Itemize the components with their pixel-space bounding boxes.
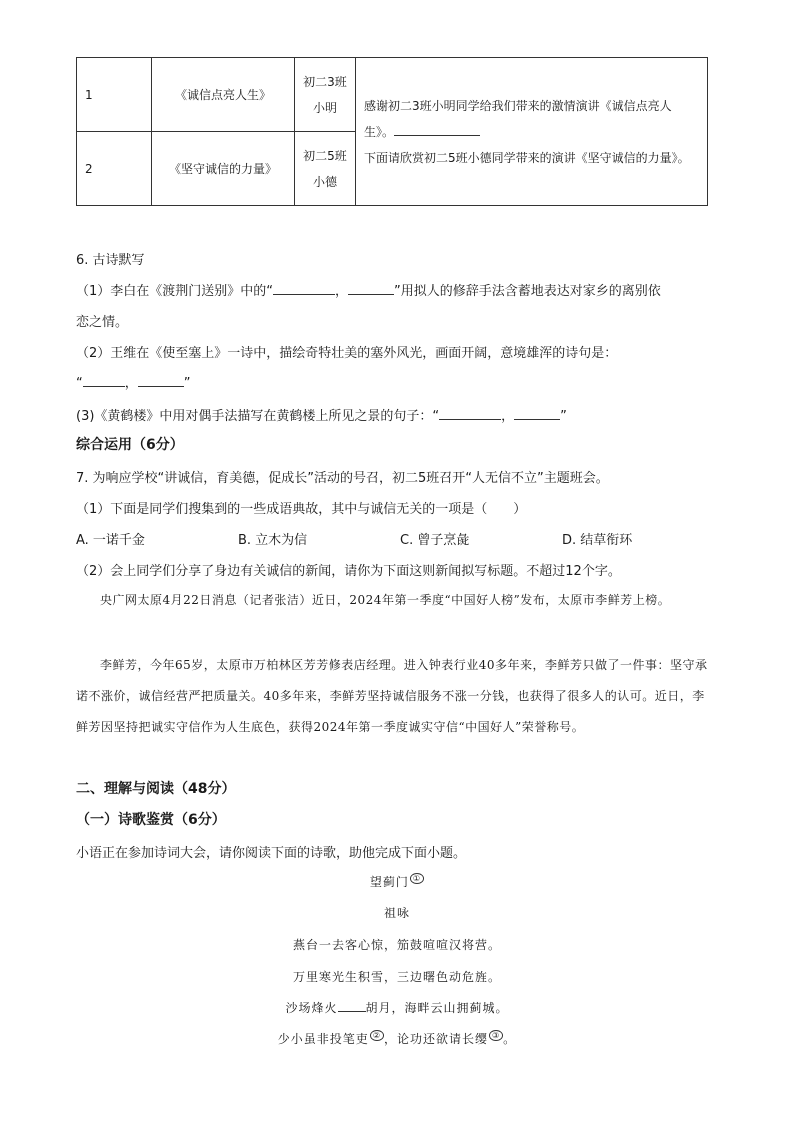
- option-b[interactable]: B. 立木为信: [238, 533, 308, 548]
- presenter: 初二5班小德: [295, 132, 356, 206]
- option-a[interactable]: A. 一诺千金: [76, 533, 145, 548]
- host-script: [356, 58, 708, 206]
- q6-item3: (3)《黄鹤楼》中用对偶手法描写在黄鹤楼上所见之景的句子：“ ， ”: [76, 409, 567, 424]
- news-paragraph-1: 央广网太原4月22日消息（记者张洁）近日，2024年第一季度“中国好人榜”发布，太原市李鲜芳上榜。: [100, 593, 671, 607]
- table-row: [77, 58, 708, 132]
- footnote-marker: ①: [410, 873, 424, 884]
- answer-blank[interactable]: [338, 999, 366, 1012]
- section-heading-zonghe: 综合运用（6分）: [76, 437, 184, 453]
- poem-line-1: 燕台一去客心惊，笳鼓喧喧汉将营。: [292, 938, 501, 952]
- q6-item2-blanks: “ ， ”: [76, 376, 191, 391]
- answer-blank[interactable]: [273, 282, 335, 295]
- row-number: 2: [77, 132, 152, 206]
- option-d[interactable]: D. 结草衔环: [562, 533, 633, 548]
- answer-blank[interactable]: [394, 122, 480, 136]
- poem-line-2: 万里寒光生积雪，三边曙色动危旌。: [292, 970, 501, 984]
- presenter: 初二3班小明: [295, 58, 356, 132]
- footnote-marker: ③: [489, 1030, 503, 1041]
- option-c[interactable]: C. 曾子烹彘: [400, 533, 470, 548]
- host-script-a: 感谢初二3班小明同学给我们带来的激情演讲《诚信点亮人生》。: [364, 98, 672, 139]
- poem-line-4: 少小虽非投笔吏 ② ，论功还欲请长缨 ③ 。: [277, 1031, 517, 1046]
- speech-title: 《诚信点亮人生》: [152, 58, 295, 132]
- section-heading-2-1: （一）诗歌鉴赏（6分）: [76, 812, 226, 828]
- q6-heading: 6. 古诗默写: [76, 253, 145, 268]
- poem-line-3: 沙场烽火 胡月，海畔云山拥蓟城。: [285, 1001, 509, 1015]
- poem-title: 望蓟门 ①: [0, 873, 794, 890]
- answer-blank[interactable]: [348, 282, 394, 295]
- footnote-marker: ②: [370, 1030, 384, 1041]
- q7-sub1: （1）下面是同学们搜集到的一些成语典故，其中与诚信无关的一项是（ ）: [76, 502, 527, 517]
- q6-item2: （2）王维在《使至塞上》一诗中，描绘奇特壮美的塞外风光，画面开阔，意境雄浑的诗句是：: [76, 346, 618, 361]
- news-paragraph-2: 李鲜芳，今年65岁，太原市万柏林区芳芳修表店经理。进入钟表行业40多年来，李鲜芳只做了一件事：坚守承诺不涨价，诚信经营严把质量关。40多年来，李鲜芳坚持诚信服务不涨一分钱，也获得了很多人的认可。近日，李鲜芳因坚持把诚实守信作为人生底色，获得2024年第一季度诚实守信“中国好人”荣誉称号。: [76, 658, 708, 734]
- q6-item1-cont: 恋之情。: [76, 315, 129, 330]
- q7-sub2: （2）会上同学们分享了身边有关诚信的新闻，请你为下面这则新闻拟写标题。不超过12个字。: [76, 564, 621, 579]
- answer-blank[interactable]: [138, 374, 184, 387]
- answer-blank[interactable]: [514, 407, 560, 420]
- answer-blank[interactable]: [439, 407, 501, 420]
- q7-intro: 7. 为响应学校“讲诚信，育美德，促成长”活动的号召，初二5班召开“人无信不立”主题班会。: [76, 471, 609, 486]
- section-heading-2: 二、理解与阅读（48分）: [76, 781, 236, 797]
- poem-intro: 小语正在参加诗词大会，请你阅读下面的诗歌，助他完成下面小题。: [76, 846, 467, 861]
- poem-author: 祖咏: [383, 906, 410, 920]
- program-table: [76, 57, 708, 206]
- host-script-b: 下面请欣赏初二5班小德同学带来的演讲《坚守诚信的力量》。: [364, 150, 690, 165]
- answer-blank[interactable]: [83, 374, 125, 387]
- speech-title: 《坚守诚信的力量》: [152, 132, 295, 206]
- q6-item1: （1）李白在《渡荆门送别》中的“ ， ”用拟人的修辞手法含蓄地表达对家乡的离别依: [76, 284, 661, 299]
- row-number: 1: [77, 58, 152, 132]
